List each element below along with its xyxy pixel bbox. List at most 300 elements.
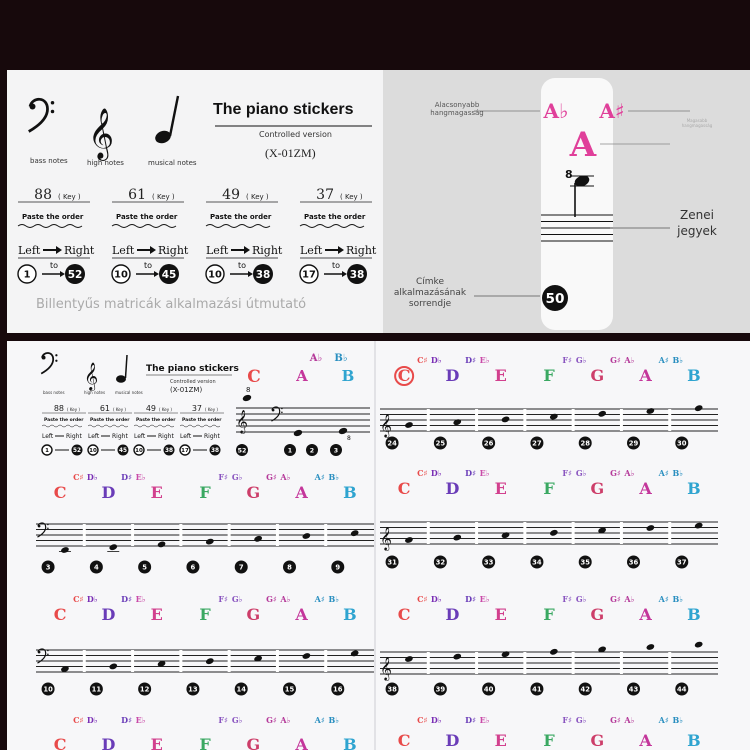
mini-label: musical notes — [115, 390, 143, 395]
treble-clef-icon: 𝄞 — [88, 108, 115, 159]
number-badge-text: 39 — [435, 685, 446, 694]
note-head — [350, 529, 359, 537]
note-letter-c: C — [397, 605, 411, 624]
note-letter-f: F — [543, 731, 555, 750]
accidental-label: D♭ — [86, 594, 98, 604]
key-count: 61 — [128, 187, 146, 203]
instruction-caption: Billentyűs matricák alkalmazási útmutató — [36, 297, 307, 312]
number-badge-text: 2 — [309, 447, 315, 455]
start-badge-text: 10 — [89, 448, 97, 454]
number-badge-text: 38 — [210, 448, 220, 455]
note-letter-a: A — [295, 735, 308, 750]
number-badge-text: 40 — [483, 685, 494, 694]
note-head — [453, 653, 462, 661]
accidental-label: A♭ — [280, 594, 291, 604]
note-letter-b: B — [343, 605, 357, 624]
right-label: Right — [64, 244, 95, 257]
accidental-label: C♯ — [417, 715, 428, 725]
mini-paste: Paste the order — [182, 418, 222, 423]
accidental-label: F♯ — [562, 468, 572, 478]
accidental-label: B♭ — [334, 353, 348, 364]
note-head — [646, 643, 655, 651]
bass-clef-dot — [272, 409, 275, 412]
bass-clef-dot — [47, 650, 49, 652]
accidental-label: A♯ — [658, 468, 669, 478]
note-letter-f: F — [199, 735, 211, 750]
number-badge-text: 52 — [72, 448, 82, 455]
quarter-note-icon — [116, 375, 126, 383]
start-badge-text: 10 — [114, 269, 128, 281]
note-head — [646, 524, 655, 532]
note-letter-c: C — [397, 731, 411, 750]
number-badge-text: 5 — [142, 563, 148, 572]
arrow-head — [154, 271, 159, 277]
treble-clef-icon: 𝄞 — [236, 409, 248, 433]
number-badge-text: 38 — [255, 268, 271, 281]
mini-paste: Paste the order — [136, 418, 176, 423]
number-badge-text: 29 — [628, 439, 639, 448]
note-letter-a: A — [295, 605, 308, 624]
start-badge-text: 17 — [302, 269, 316, 281]
product-title: The piano stickers — [213, 101, 354, 118]
arrow-head — [342, 271, 347, 277]
sticker-main-letter: A — [569, 125, 597, 165]
wavy-line — [300, 225, 364, 228]
note-letter-b: B — [343, 735, 357, 750]
version-text: Controlled version — [259, 130, 332, 139]
note-letter-a: A — [295, 483, 308, 502]
accidental-label: G♭ — [575, 468, 587, 478]
mini-paste: Paste the order — [90, 418, 130, 423]
note-letter-d: D — [445, 366, 460, 385]
wavy-line — [112, 225, 176, 228]
note-letter-d: D — [445, 479, 460, 498]
accidental-label: A♭ — [624, 468, 635, 478]
number-badge-text: 34 — [532, 558, 542, 567]
key-word: ( Key ) — [152, 193, 175, 201]
number-badge-text: 45 — [118, 448, 128, 455]
bass-clef-dot — [55, 354, 57, 356]
accidental-label: F♯ — [562, 715, 572, 725]
sticker-sharp-label: A♯ — [599, 99, 625, 123]
note-letter-c: C — [397, 479, 411, 498]
octave-mark: 8 — [565, 168, 573, 181]
mini-key-count: 61 — [99, 404, 110, 413]
treble-clef-icon: 𝄞 — [380, 656, 392, 680]
mini-right: Right — [158, 433, 174, 440]
mini-wave — [180, 425, 220, 427]
bass-clef-dot — [38, 651, 41, 654]
note-head — [302, 652, 311, 660]
arrow-head — [56, 246, 62, 254]
note-letter-a: A — [296, 367, 308, 385]
number-badge-text: 27 — [532, 439, 542, 448]
note-head — [302, 532, 311, 540]
note-head — [501, 650, 510, 658]
number-badge-text: 30 — [677, 439, 687, 448]
note-letter-d: D — [101, 605, 116, 624]
order-annotation: Címke alkalmazásának sorrendje — [393, 277, 467, 309]
note-letter-g: G — [246, 735, 261, 750]
mini-model: (X-01ZM) — [170, 386, 203, 394]
note-head — [501, 415, 510, 423]
note-letter-b: B — [687, 731, 701, 750]
mini-left: Left — [42, 433, 54, 440]
note-letter-c: C — [247, 367, 261, 387]
quarter-note-stem — [170, 96, 178, 136]
accidental-label: F♯ — [562, 355, 572, 365]
note-letter-a: A — [639, 731, 652, 750]
number-badge-text: 38 — [349, 268, 365, 281]
mini-label: bass notes — [43, 390, 65, 395]
number-badge-text: 10 — [43, 685, 53, 694]
note-letter-c: C — [397, 366, 411, 385]
note-letter-d: D — [445, 731, 460, 750]
accidental-label: G♯ — [610, 468, 621, 478]
accidental-label: A♭ — [624, 594, 635, 604]
note-letter-e: E — [494, 366, 507, 385]
mini-wave — [42, 425, 82, 427]
mini-key-word: ( Key ) — [159, 407, 172, 412]
note-head — [549, 648, 558, 656]
number-badge-text: 28 — [580, 439, 590, 448]
number-badge-text: 33 — [483, 558, 494, 567]
note-letter-f: F — [199, 605, 211, 624]
bass-clef-dot — [281, 408, 283, 410]
note-letter-f: F — [543, 479, 555, 498]
accidental-label: B♭ — [672, 355, 683, 365]
key-word: ( Key ) — [246, 193, 269, 201]
note-letter-b: B — [687, 366, 701, 385]
note-head — [501, 531, 510, 539]
note-letter-g: G — [590, 605, 605, 624]
bass-clef-dot — [38, 525, 41, 528]
arrow-head — [248, 271, 253, 277]
number-badge-text: 52 — [67, 268, 83, 281]
note-letter-g: G — [590, 366, 605, 385]
number-badge-text: 4 — [93, 563, 99, 572]
accidental-label: C♯ — [73, 472, 84, 482]
paste-order-label: Paste the order — [304, 213, 366, 221]
key-word: ( Key ) — [58, 193, 81, 201]
arrow-head — [150, 246, 156, 254]
number-badge-text: 12 — [139, 685, 150, 694]
number-badge-text: 35 — [580, 558, 590, 567]
treble-clef-icon: 𝄞 — [380, 526, 392, 550]
accidental-label: G♯ — [266, 472, 277, 482]
start-badge-text: 1 — [45, 448, 49, 454]
number-badge-text: 38 — [387, 685, 397, 694]
to-label: to — [49, 261, 59, 270]
right-label: Right — [346, 244, 377, 257]
accidental-label: E♭ — [479, 594, 490, 604]
note-head — [694, 404, 703, 412]
mini-right: Right — [112, 433, 128, 440]
left-label: Left — [206, 244, 229, 257]
note-head — [109, 662, 118, 670]
note-letter-a: A — [639, 366, 652, 385]
bass-clef-dot — [42, 356, 46, 360]
accidental-label: E♭ — [135, 594, 146, 604]
number-badge-text: 3 — [45, 563, 51, 572]
bass-clef-dot — [47, 524, 49, 526]
paste-order-label: Paste the order — [116, 213, 178, 221]
note-head — [549, 529, 558, 537]
accidental-label: A♭ — [280, 715, 291, 725]
mini-left: Left — [88, 433, 100, 440]
note-head — [293, 429, 303, 438]
to-label: to — [143, 261, 153, 270]
left-label: Left — [18, 244, 41, 257]
lowest-annotation: Alacsonyabb hangmagasság — [430, 101, 484, 117]
bass-clef-dot — [30, 104, 36, 110]
number-badge-text: 50 — [545, 290, 565, 307]
number-badge-text: 1 — [287, 447, 293, 455]
note-head — [694, 522, 703, 530]
accidental-label: F♯ — [218, 472, 228, 482]
note-letter-d: D — [101, 735, 116, 750]
note-head — [338, 427, 348, 436]
to-label: to — [237, 261, 247, 270]
number-badge-text: 13 — [188, 685, 198, 694]
note-letter-b: B — [343, 483, 357, 502]
accidental-label: F♯ — [562, 594, 572, 604]
number-badge-text: 41 — [532, 685, 542, 694]
accidental-label: A♭ — [309, 353, 323, 364]
start-badge-text: 10 — [208, 269, 222, 281]
key-count: 88 — [34, 187, 52, 203]
arrow-head — [60, 271, 65, 277]
bass-clef-dot — [47, 654, 49, 656]
number-badge-text: 9 — [335, 563, 341, 572]
octave-mark: 8 — [347, 435, 351, 442]
note-head — [253, 535, 262, 543]
mini-paste: Paste the order — [44, 418, 84, 423]
octave-mark: 8 — [246, 386, 251, 394]
accidental-label: B♭ — [672, 715, 683, 725]
accidental-label: B♭ — [328, 715, 339, 725]
number-badge-text: 15 — [284, 685, 295, 694]
accidental-label: A♯ — [314, 594, 325, 604]
note-letter-c: C — [53, 735, 67, 750]
accidental-label: E♭ — [135, 715, 146, 725]
accidental-label: C♯ — [417, 468, 428, 478]
note-letter-f: F — [543, 605, 555, 624]
bass-clef-dot — [51, 110, 55, 114]
accidental-label: D♭ — [430, 715, 442, 725]
mini-key-count: 49 — [145, 404, 156, 413]
accidental-label: B♭ — [672, 468, 683, 478]
note-letter-g: G — [590, 479, 605, 498]
accidental-label: D♭ — [430, 355, 442, 365]
note-letter-g: G — [590, 731, 605, 750]
number-badge-text: 52 — [237, 447, 247, 455]
mini-wave — [88, 425, 128, 427]
bass-clef-dot — [47, 528, 49, 530]
number-badge-text: 31 — [387, 558, 397, 567]
note-letter-b: B — [341, 367, 355, 385]
accidental-label: A♯ — [658, 594, 669, 604]
mini-left: Left — [134, 433, 146, 440]
accidental-label: C♯ — [73, 594, 84, 604]
number-badge-text: 42 — [580, 685, 590, 694]
accidental-label: D♭ — [86, 472, 98, 482]
start-badge-text: 17 — [181, 448, 189, 454]
mini-key-word: ( Key ) — [113, 407, 126, 412]
accidental-label: D♯ — [465, 594, 476, 604]
accidental-label: B♭ — [328, 472, 339, 482]
accidental-label: G♯ — [266, 594, 277, 604]
mini-key-word: ( Key ) — [205, 407, 218, 412]
note-head — [646, 407, 655, 415]
key-word: ( Key ) — [340, 193, 363, 201]
number-badge-text: 37 — [677, 558, 687, 567]
mini-title: The piano stickers — [146, 364, 239, 374]
accidental-label: C♯ — [417, 355, 428, 365]
number-badge-text: 6 — [190, 563, 196, 572]
quarter-note-stem — [126, 355, 128, 378]
accidental-label: E♭ — [135, 472, 146, 482]
note-head — [109, 543, 118, 551]
note-letter-e: E — [494, 605, 507, 624]
paste-order-label: Paste the order — [22, 213, 84, 221]
mini-label: high notes — [84, 390, 106, 395]
accidental-label: G♭ — [231, 715, 243, 725]
note-letter-g: G — [246, 605, 261, 624]
arrow-head — [338, 246, 344, 254]
wavy-line — [18, 225, 82, 228]
number-badge-text: 11 — [91, 685, 102, 694]
accidental-label: G♭ — [231, 594, 243, 604]
bass-clef-dot — [281, 412, 283, 414]
mini-right: Right — [66, 433, 82, 440]
accidental-label: D♭ — [430, 594, 442, 604]
highest-annotation: Magasabb hangmagasság — [681, 118, 713, 128]
note-head — [404, 536, 413, 544]
accidental-label: A♯ — [314, 715, 325, 725]
accidental-label: G♯ — [610, 715, 621, 725]
start-badge-text: 10 — [135, 448, 143, 454]
right-label: Right — [158, 244, 189, 257]
note-head — [205, 538, 214, 546]
note-letter-b: B — [687, 605, 701, 624]
accidental-label: G♭ — [575, 594, 587, 604]
accidental-label: C♯ — [73, 715, 84, 725]
start-badge-text: 1 — [23, 269, 31, 281]
accidental-label: C♯ — [417, 594, 428, 604]
key-count: 37 — [316, 187, 334, 203]
mini-key-count: 88 — [53, 404, 64, 413]
note-letter-f: F — [199, 483, 211, 502]
accidental-label: A♯ — [314, 472, 325, 482]
accidental-label: G♯ — [266, 715, 277, 725]
note-letter-d: D — [101, 483, 116, 502]
paste-order-label: Paste the order — [210, 213, 272, 221]
accidental-label: G♭ — [575, 355, 587, 365]
treble-clef-icon: 𝄞 — [84, 362, 99, 390]
mini-version: Controlled version — [170, 379, 216, 385]
accidental-label: A♭ — [624, 355, 635, 365]
model-text: (X-01ZM) — [265, 146, 316, 160]
note-head — [453, 534, 462, 542]
number-badge-text: 25 — [435, 439, 446, 448]
number-badge-text: 8 — [287, 563, 292, 572]
note-head — [157, 540, 166, 548]
wavy-line — [206, 225, 270, 228]
accidental-label: E♭ — [479, 715, 490, 725]
accidental-label: G♭ — [575, 715, 587, 725]
accidental-label: D♯ — [465, 355, 476, 365]
to-label: to — [331, 261, 341, 270]
note-letter-c: C — [53, 483, 67, 502]
high-notes-label: high notes — [87, 159, 124, 167]
musical-notes-label: musical notes — [148, 159, 197, 167]
accidental-label: E♭ — [479, 468, 490, 478]
note-head — [404, 655, 413, 663]
bass-notes-label: bass notes — [30, 157, 68, 165]
accidental-label: D♯ — [121, 594, 132, 604]
accidental-label: D♯ — [121, 472, 132, 482]
note-head — [549, 413, 558, 421]
accidental-label: D♭ — [430, 468, 442, 478]
note-letter-e: E — [150, 735, 163, 750]
mini-right: Right — [204, 433, 220, 440]
note-head — [694, 641, 703, 649]
number-badge-text: 45 — [161, 268, 177, 281]
accidental-label: A♭ — [280, 472, 291, 482]
note-letter-e: E — [494, 479, 507, 498]
number-badge-text: 44 — [677, 685, 687, 694]
mini-key-count: 37 — [191, 404, 202, 413]
note-letter-c: C — [53, 605, 67, 624]
right-label: Right — [252, 244, 283, 257]
accidental-label: B♭ — [672, 594, 683, 604]
accidental-label: D♯ — [465, 715, 476, 725]
arrow-head — [244, 246, 250, 254]
accidental-label: D♯ — [121, 715, 132, 725]
number-badge-text: 38 — [164, 448, 174, 455]
number-badge-text: 32 — [435, 558, 446, 567]
number-badge-text: 36 — [628, 558, 639, 567]
number-badge-text: 16 — [333, 685, 343, 694]
note-letter-g: G — [246, 483, 261, 502]
accidental-label: A♯ — [658, 355, 669, 365]
left-label: Left — [112, 244, 135, 257]
mini-left: Left — [180, 433, 192, 440]
accidental-label: D♯ — [465, 468, 476, 478]
accidental-label: D♭ — [86, 715, 98, 725]
accidental-label: G♭ — [231, 472, 243, 482]
mini-key-word: ( Key ) — [67, 407, 80, 412]
note-letter-d: D — [445, 605, 460, 624]
treble-clef-icon: 𝄞 — [380, 413, 392, 437]
number-badge-text: 14 — [236, 685, 246, 694]
accidental-label: F♯ — [218, 594, 228, 604]
note-letter-f: F — [543, 366, 555, 385]
accidental-label: B♭ — [328, 594, 339, 604]
number-badge-text: 26 — [483, 439, 494, 448]
mini-wave — [134, 425, 174, 427]
accidental-label: E♭ — [479, 355, 490, 365]
accidental-label: A♯ — [658, 715, 669, 725]
note-letter-a: A — [639, 605, 652, 624]
note-letter-e: E — [494, 731, 507, 750]
number-badge-text: 7 — [238, 563, 244, 572]
accidental-label: G♯ — [610, 355, 621, 365]
left-label: Left — [300, 244, 323, 257]
note-letter-e: E — [150, 483, 163, 502]
note-head — [350, 649, 359, 657]
